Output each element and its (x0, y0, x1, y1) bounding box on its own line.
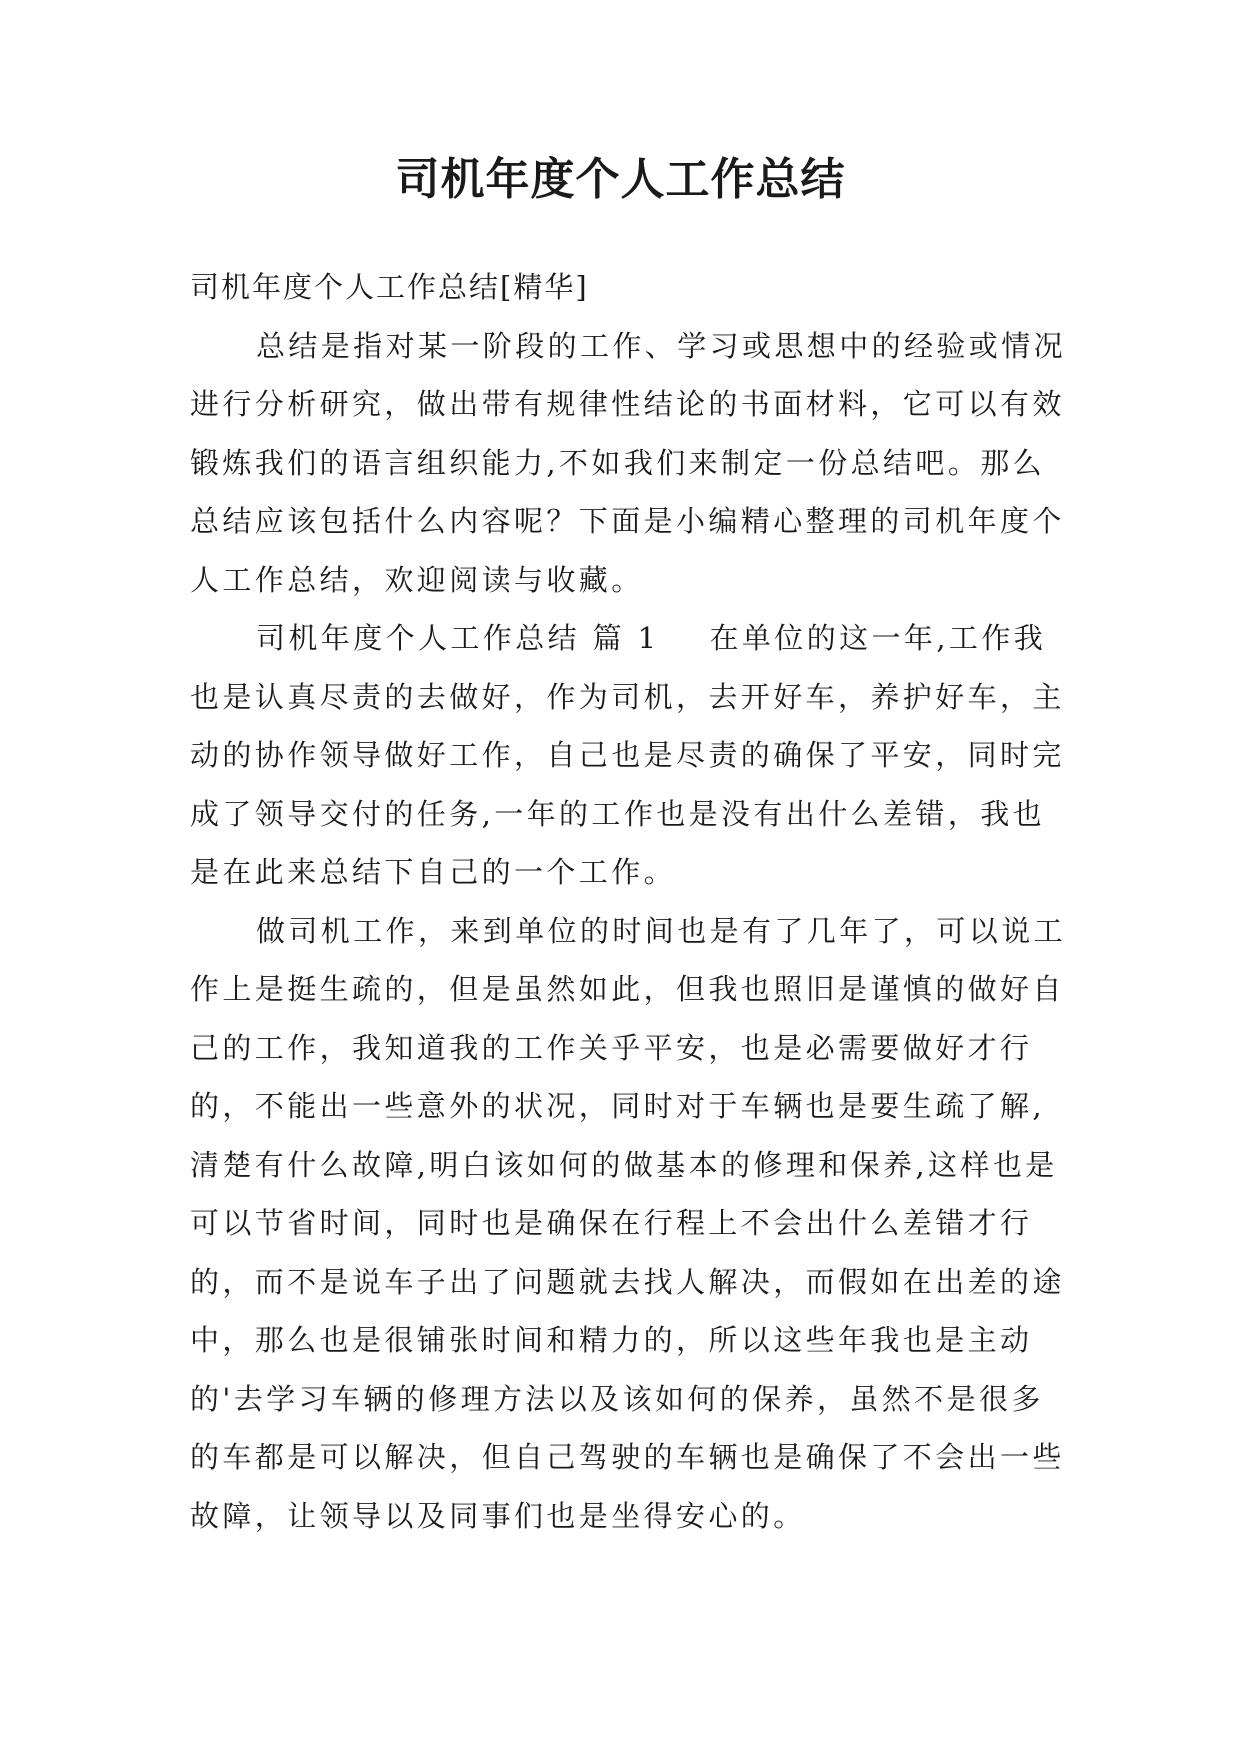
intro-paragraph: 总结是指对某一阶段的工作、学习或思想中的经验或情况进行分析研究，做出带有规律性结论的书面材料，它可以有效锻炼我们的语言组织能力,不如我们来制定一份总结吧。那么总结应该包括什么内容呢？下面是小编精心整理的司机年度个人工作总结，欢迎阅读与收藏。 (190, 328, 1067, 597)
section-heading: 司机年度个人工作总结 篇 1 (256, 621, 660, 655)
document-subtitle: 司机年度个人工作总结[精华] (190, 270, 589, 304)
section-paragraph-1: 在单位的这一年,工作我也是认真尽责的去做好，作为司机，去开好车，养护好车，主动的协作领导做好工作，自己也是尽责的确保了平安，同时完成了领导交付的任务,一年的工作也是没有出什么差错，我也是在此来总结下自己的一个工作。 (190, 621, 1065, 889)
section-paragraph-2: 做司机工作，来到单位的时间也是有了几年了，可以说工作上是挺生疏的，但是虽然如此，但我也照旧是谨慎的做好自己的工作，我知道我的工作关乎平安，也是必需要做好才行的，不能出一些意外的状况，同时对于车辆也是要生疏了解,清楚有什么故障,明白该如何的做基本的修理和保养,这样也是可以节省时间，同时也是确保在行程上不会出什么差错才行的，而不是说车子出了问题就去找人解决，而假如在出差的途中，那么也是很铺张时间和精力的，所以这些年我也是主动的'去学习车辆的修理方法以及该如何的保养，虽然不是很多的车都是可以解决，但自己驾驶的车辆也是确保了不会出一些故障，让领导以及同事们也是坐得安心的。 (190, 913, 1067, 1533)
section-paragraph (190, 609, 1070, 902)
document-body (190, 258, 1070, 1545)
document-title: 司机年度个人工作总结 (395, 154, 846, 205)
